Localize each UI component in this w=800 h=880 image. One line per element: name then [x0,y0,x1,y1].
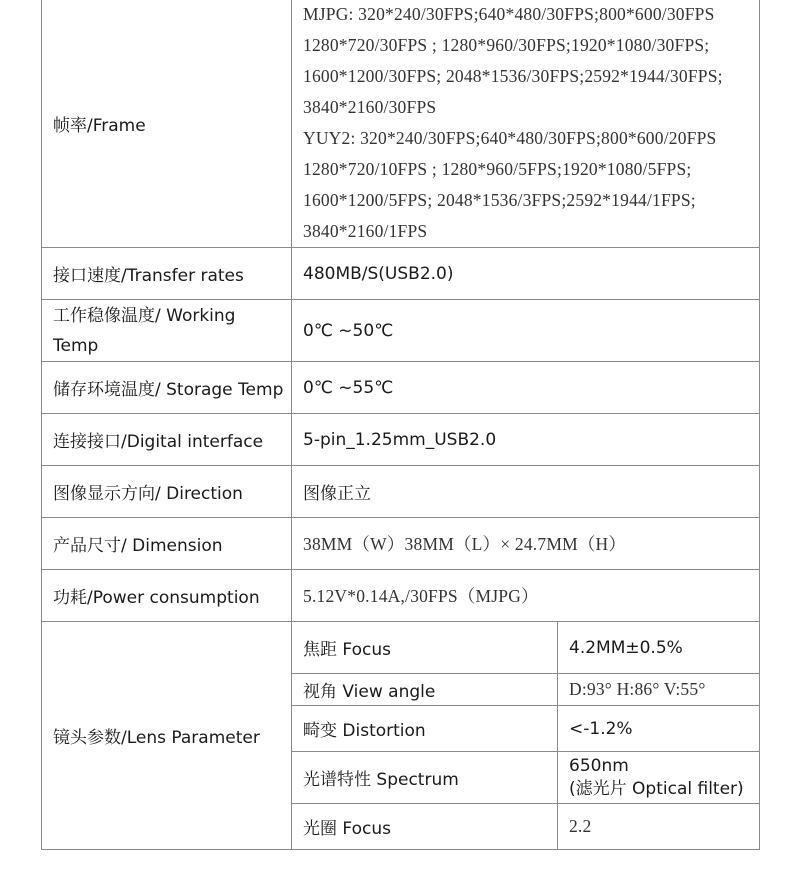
table-row [42,622,760,674]
frame-label: 帧率/Frame [42,0,292,248]
frame-line: 1280*720/10FPS ; 1280*960/5FPS;1920*1080/5FPS; [303,159,692,179]
working-temp-label-line2: Temp [53,335,99,356]
lens-spectrum-value-line2: (滤光片 Optical filter) [569,778,744,799]
lens-distortion-value: <-1.2% [558,706,760,752]
lens-distortion-name: 畸变 Distortion [292,706,558,752]
table-row [42,518,760,570]
frame-line: 3840*2160/30FPS [303,97,437,117]
frame-value [292,0,760,248]
direction-label: 图像显示方向/ Direction [42,466,292,518]
digital-interface-value: 5-pin_1.25mm_USB2.0 [292,414,760,466]
transfer-rate-value: 480MB/S(USB2.0) [292,248,760,300]
lens-aperture-name: 光圈 Focus [292,804,558,850]
frame-line: 1600*1200/5FPS; 2048*1536/3FPS;2592*1944/1FPS; [303,190,696,210]
table-row [42,300,760,362]
transfer-rate-label: 接口速度/Transfer rates [42,248,292,300]
frame-line: 1280*720/30FPS ; 1280*960/30FPS;1920*1080/30FPS; [303,35,710,55]
lens-focus-value: 4.2MM±0.5% [558,622,760,674]
table-row [42,0,760,248]
working-temp-label-line1: 工作稳像温度/ Working [53,305,236,326]
lens-aperture-value: 2.2 [558,804,760,850]
power-value: 5.12V*0.14A,/30FPS（MJPG） [292,570,760,622]
storage-temp-label: 储存环境温度/ Storage Temp [42,362,292,414]
digital-interface-label: 连接接口/Digital interface [42,414,292,466]
storage-temp-value: 0℃ ~55℃ [292,362,760,414]
lens-focus-name: 焦距 Focus [292,622,558,674]
table-row [42,414,760,466]
dimension-label: 产品尺寸/ Dimension [42,518,292,570]
frame-line: YUY2: 320*240/30FPS;640*480/30FPS;800*600/20FPS [303,128,717,148]
lens-parameter-label: 镜头参数/Lens Parameter [42,622,292,850]
working-temp-value: 0℃ ~50℃ [292,300,760,362]
working-temp-label [42,300,292,362]
lens-view-angle-name: 视角 View angle [292,674,558,706]
lens-spectrum-value-line1: 650nm [569,755,629,776]
dimension-value: 38MM（W）38MM（L）× 24.7MM（H） [292,518,760,570]
table-row [42,248,760,300]
lens-spectrum-value [558,752,760,804]
table-row [42,362,760,414]
power-label: 功耗/Power consumption [42,570,292,622]
table-row [42,466,760,518]
table-row [42,570,760,622]
frame-line: 3840*2160/1FPS [303,221,428,241]
lens-view-angle-value: D:93° H:86° V:55° [558,674,760,706]
frame-line: 1600*1200/30FPS; 2048*1536/30FPS;2592*1944/30FPS; [303,66,723,86]
direction-value: 图像正立 [292,466,760,518]
frame-line: MJPG: 320*240/30FPS;640*480/30FPS;800*600/30FPS [303,4,715,24]
lens-spectrum-name: 光谱特性 Spectrum [292,752,558,804]
spec-table [41,0,760,850]
